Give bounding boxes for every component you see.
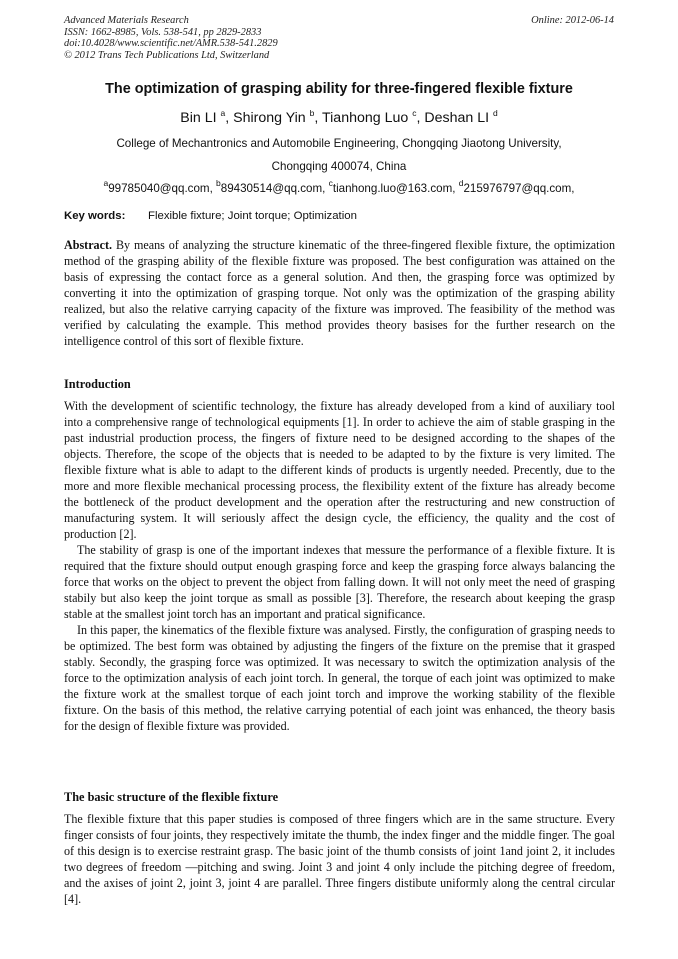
structure-heading: The basic structure of the flexible fixture <box>64 790 279 804</box>
email-marker: a <box>103 178 109 188</box>
author-marker: c <box>412 108 417 118</box>
keywords-text: Flexible fixture; Joint torque; Optimization <box>148 210 357 222</box>
email-marker: b <box>216 178 221 188</box>
author-name: Deshan LI <box>424 110 490 126</box>
paper-title: The optimization of grasping ability for three-fingered flexible fixture <box>105 81 573 97</box>
paragraph: The flexible fixture that this paper studies is composed of three fingers which are in the same structure. Every finger consists of four joints, they respectively imitate the thumb, the index finger and the middle finger. The goal of this design is to exercise restraint grasp. The basic joint of the thumb consists of joint 1and joint 2, it includes two degrees of freedom —pitching and swing. Joint 3 and joint 4 only include the pitching degree of freedom, and the axises of joint 2, joint 3, joint 4 are parallel. Three fingers distibute uniformly along the central circular [4]. <box>64 812 615 906</box>
email-address[interactable]: 215976797@qq.com <box>463 182 572 195</box>
email-address[interactable]: tianhong.luo@163.com <box>332 182 453 195</box>
structure-body <box>64 811 615 907</box>
keywords-label: Key words: <box>64 210 126 222</box>
email-address[interactable]: 99785040@qq.com <box>108 182 210 195</box>
journal-header <box>64 15 278 61</box>
introduction-heading: Introduction <box>64 377 131 391</box>
keywords <box>64 209 357 223</box>
author-list: Bin LI $^a$, Shirong Yin $^b$, Tianhong Luo $^c$, Deshan LI $^d$ <box>180 108 498 126</box>
paragraph: The stability of grasp is one of the important indexes that messure the performance of a flexible fixture. It is required that the fixture should output enough grasping force and keep the grasping force always balancing the force that works on the object to prevent the object from falling down. It will not only meet the need of grasping stabily but also keep the joint torque as small as possible [3]. Therefore, the research about keeping the grasp stable at the smallest joint torch has an important and pratical significance. <box>64 543 615 621</box>
email-list: $^a$99785040@qq.com, $^b$89430514@qq.com, $^c$tianhong.luo@163.com, $^d$215976797@qq.com, <box>103 178 575 195</box>
abstract <box>64 237 615 349</box>
journal-name: Advanced Materials Research <box>64 15 189 26</box>
author-name: Bin LI <box>180 110 217 126</box>
issn-line: ISSN: 1662-8985, Vols. 538-541, pp 2829-2833 <box>64 26 262 38</box>
author-marker: b <box>309 108 315 118</box>
copyright-line: © 2012 Trans Tech Publications Ltd, Switzerland <box>64 49 270 61</box>
author-marker: d <box>493 108 498 118</box>
author-name: Tianhong Luo <box>322 110 409 126</box>
doi-line: doi:10.4028/www.scientific.net/AMR.538-541.2829 <box>64 38 278 49</box>
author-marker: a <box>220 108 226 118</box>
email-address[interactable]: 89430514@qq.com <box>220 182 323 195</box>
abstract-label: Abstract. <box>64 238 113 252</box>
paragraph: In this paper, the kinematics of the flexible fixture was analysed. Firstly, the configuration of grasping needs to be optimized. The best form was obtained by adjusting the fingers of the fixture on the premise that it grasped stably. Secondly, the grasping force was optimized. It was necessary to switch the optimization analysis of the force to the optimization analysis of each joint torch. In general, the torque of each joint was optimized to make the fixture work at the smallest torque of each joint torch and improve the working stability of the flexible fixture. On the basis of this method, the relative carrying potential of each joint was enhanced, the theory basis for the design of flexible fixture was provided. <box>64 623 615 733</box>
author-name: Shirong Yin <box>233 110 306 126</box>
introduction-body <box>64 398 615 734</box>
affiliation-line: Chongqing 400074, China <box>271 160 407 173</box>
online-date: Online: 2012-06-14 <box>531 15 614 26</box>
abstract-text: By means of analyzing the structure kinematic of the three-fingered flexible fixture, the optimization method of the grasping ability of the flexible fixture was proposed. The best configuration was attained on the basis of expressing the contact force as a general solution. And then, the grasping force was optimized by converting it into the optimization of grasping torque. Not only was the optimization of the grasping ability realized, but also the relative carrying capacity of the fixture was improved. The feasibility of the method was verified by calculating the example. This method provides theory basises for the further research on the intelligence control of this sort of flexible fixture. <box>64 238 615 348</box>
email-marker: c <box>328 178 333 188</box>
email-marker: d <box>458 178 464 188</box>
affiliation <box>0 132 678 178</box>
affiliation-line: College of Mechantronics and Automobile Engineering, Chongqing Jiaotong University, <box>116 137 562 150</box>
paragraph: With the development of scientific technology, the fixture has already developed from a kind of auxiliary tool into a comprehensive range of technological equipments [1]. In order to achieve the aim of stable grasping in the past industrial production process, the fingers of fixture need to be designed according to the shapes of the objects. Therefore, the scope of the objects that is needed to be adapted to by the fixture is very limited. The flexible fixture what is able to adapt to the different kinds of products is urgently needed. Precently, due to the more and more flexible mechanical processing process, the flexibility extent of the fixture has already become the bottleneck of the product development and the operation after the restructuring and new construction of manufacturing system. It will seriously affect the design cycle, the efficiency, the quality and the cost of production [2]. <box>64 399 615 541</box>
